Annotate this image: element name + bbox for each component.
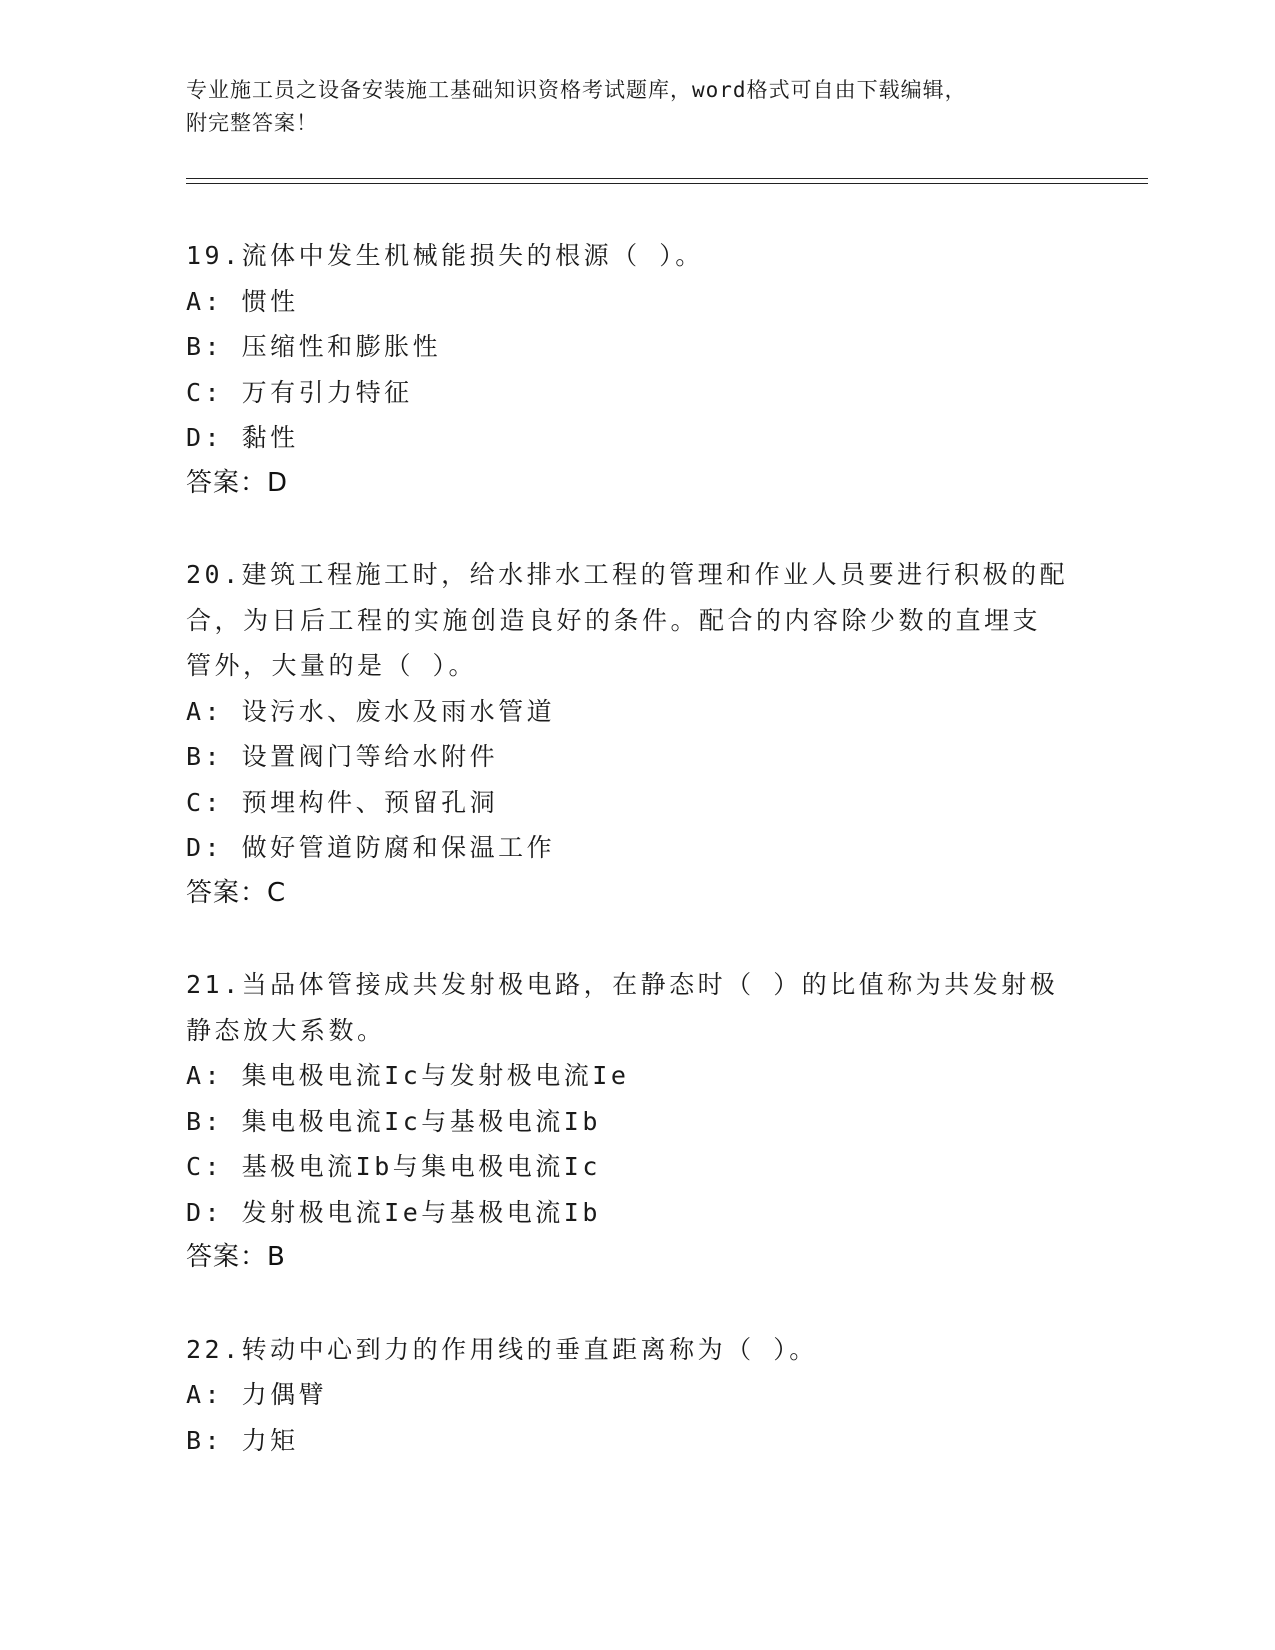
option-text: 力矩 — [241, 1425, 299, 1455]
option-label: C: — [186, 787, 224, 817]
option-text: 设置阀门等给水附件 — [241, 742, 499, 771]
answer: 答案：B — [186, 1242, 286, 1272]
question-text: 管外，大量的是（ ）。 — [186, 651, 478, 680]
header-line-2: 附完整答案！ — [186, 111, 318, 135]
option-text: 设污水、废水及雨水管道 — [241, 696, 556, 726]
option-text: 集电极电流Ic与发射极电流Ie — [241, 1061, 630, 1090]
option-b — [186, 324, 1086, 370]
answer: 答案：C — [186, 877, 287, 908]
header-divider-bottom — [186, 183, 1148, 184]
question-text: 19.流体中发生机械能损失的根源（ ）。 — [186, 241, 704, 270]
option-c — [186, 370, 1086, 416]
option-b — [186, 734, 1086, 780]
spacer — [186, 1281, 1086, 1327]
option-label: D: — [186, 423, 224, 452]
option-label: A: — [186, 696, 224, 726]
header-line-1: 专业施工员之设备安装施工基础知识资格考试题库，word格式可自由下载编辑， — [186, 78, 967, 102]
option-label: A: — [186, 1380, 224, 1409]
option-text: 黏性 — [241, 423, 299, 452]
option-text: 力偶臂 — [241, 1380, 328, 1409]
option-text: 预埋构件、预留孔洞 — [241, 787, 499, 817]
option-a — [186, 279, 1086, 325]
option-a — [186, 1053, 1086, 1099]
option-b — [186, 1418, 1086, 1464]
question-19 — [186, 233, 1086, 506]
question-21 — [186, 962, 1086, 1281]
option-label: C: — [186, 1152, 224, 1181]
option-label: B: — [186, 332, 224, 361]
option-b — [186, 1099, 1086, 1145]
option-label: B: — [186, 1106, 224, 1136]
question-text: 合，为日后工程的实施创造良好的条件。配合的内容除少数的直埋支 — [186, 605, 1042, 635]
question-text: 20.建筑工程施工时，给水排水工程的管理和作业人员要进行积极的配 — [186, 560, 1069, 589]
answer: 答案：D — [186, 467, 289, 498]
document-header — [186, 74, 1086, 140]
spacer — [186, 916, 1086, 962]
option-a — [186, 689, 1086, 735]
option-d — [186, 415, 1086, 461]
header-divider-top — [186, 178, 1148, 179]
option-text: 万有引力特征 — [241, 377, 413, 407]
spacer — [186, 506, 1086, 552]
option-d — [186, 1190, 1086, 1236]
option-c — [186, 1144, 1086, 1190]
option-label: B: — [186, 742, 224, 771]
question-20 — [186, 552, 1086, 916]
option-label: A: — [186, 286, 224, 316]
option-text: 基极电流Ib与集电极电流Ic — [241, 1152, 601, 1181]
option-label: B: — [186, 1425, 224, 1455]
option-text: 压缩性和膨胀性 — [241, 332, 442, 361]
question-text: 21.当品体管接成共发射极电路，在静态时（ ）的比值称为共发射极 — [186, 970, 1059, 999]
question-list — [186, 233, 1086, 1463]
question-text: 22.转动中心到力的作用线的垂直距离称为（ ）。 — [186, 1334, 818, 1364]
option-a — [186, 1372, 1086, 1418]
option-text: 做好管道防腐和保温工作 — [241, 833, 556, 862]
option-label: D: — [186, 833, 224, 862]
option-label: D: — [186, 1197, 224, 1227]
option-d — [186, 825, 1086, 871]
option-c — [186, 780, 1086, 826]
option-text: 集电极电流Ic与基极电流Ib — [241, 1106, 601, 1136]
question-22 — [186, 1327, 1086, 1464]
option-label: A: — [186, 1061, 224, 1090]
question-text: 静态放大系数。 — [186, 1015, 386, 1045]
option-text: 发射极电流Ie与基极电流Ib — [241, 1197, 601, 1227]
option-text: 惯性 — [241, 286, 299, 316]
option-label: C: — [186, 377, 224, 407]
